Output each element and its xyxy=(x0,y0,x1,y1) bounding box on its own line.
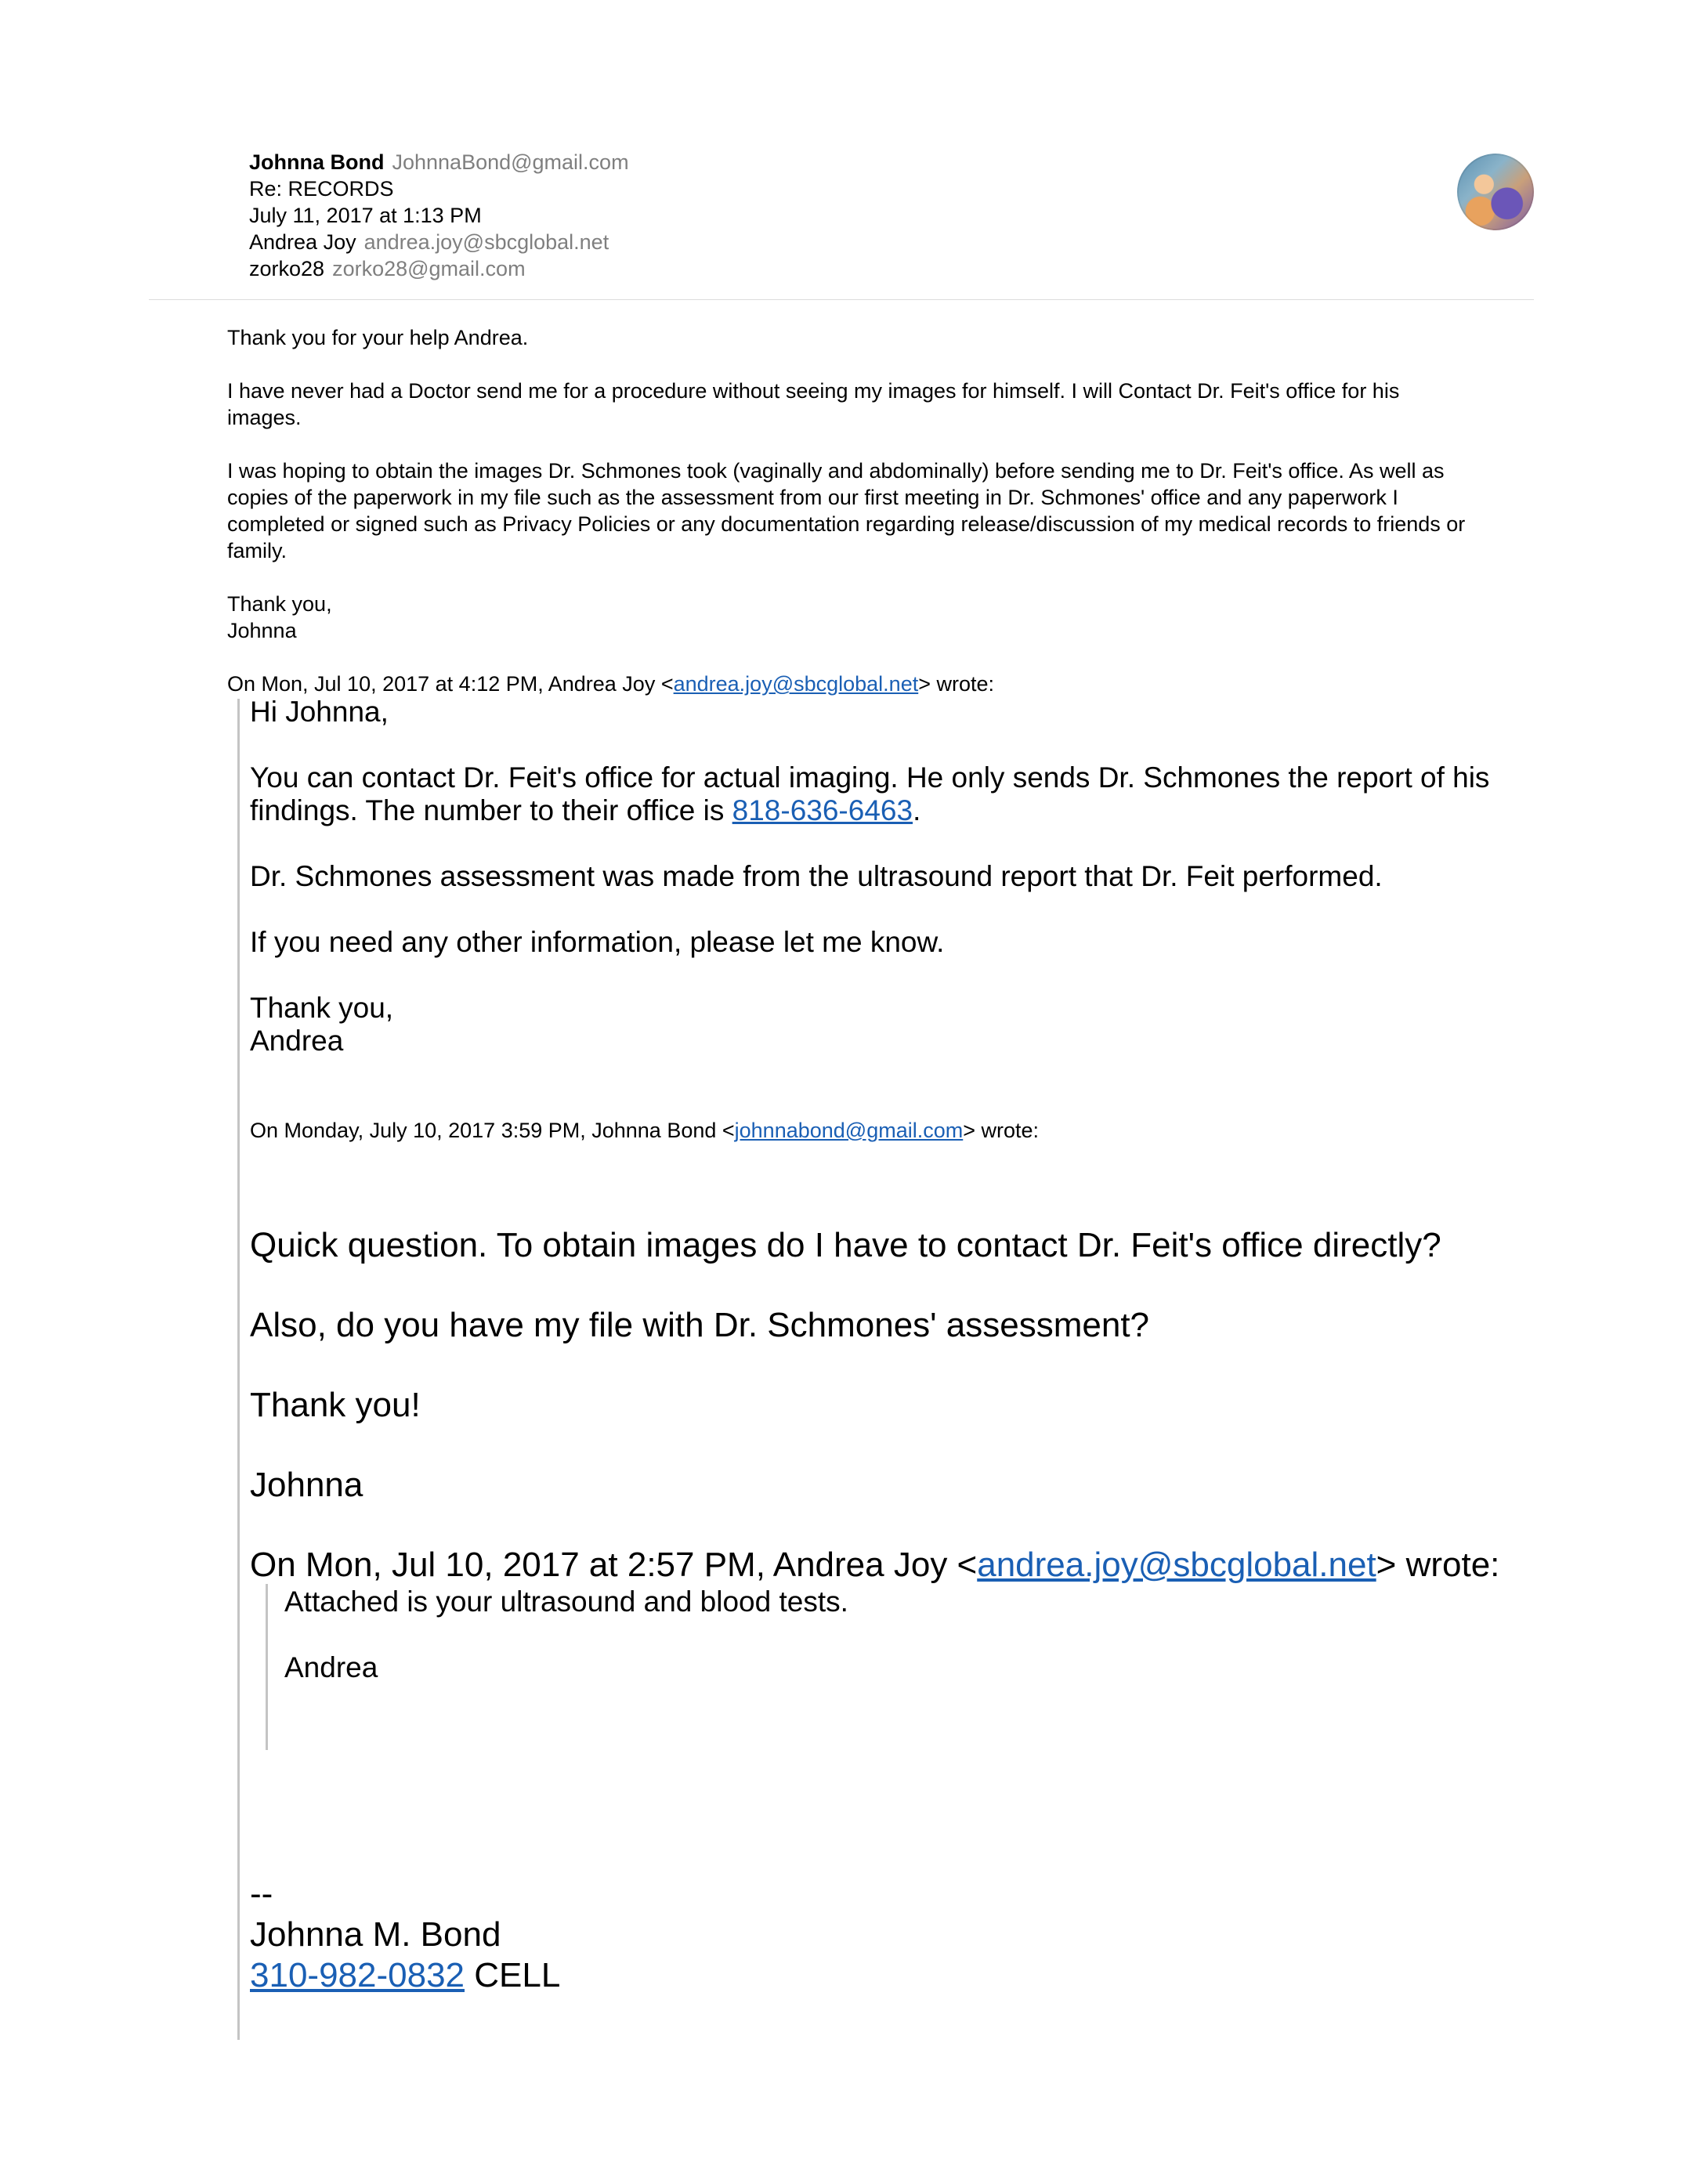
email-signature xyxy=(250,1874,1535,1996)
cc-name: zorko28 xyxy=(249,257,325,280)
email-link[interactable]: andrea.joy@sbcglobal.net xyxy=(977,1546,1376,1584)
to-email[interactable]: andrea.joy@sbcglobal.net xyxy=(363,230,609,254)
message-paragraph: family. xyxy=(227,539,288,562)
signoff-name: Andrea xyxy=(284,1651,378,1683)
attribution-text: On Mon, Jul 10, 2017 at 2:57 PM, Andrea Joy < xyxy=(250,1546,978,1584)
email-link[interactable]: johnnabond@gmail.com xyxy=(734,1119,964,1142)
phone-link[interactable]: 818-636-6463 xyxy=(732,794,913,826)
from-name: Johnna Bond xyxy=(249,150,385,174)
quote-bar-inner xyxy=(266,1584,268,1750)
signature-name: Johnna M. Bond xyxy=(250,1915,501,1954)
message-paragraph: images. xyxy=(227,406,302,429)
reply-paragraph: You can contact Dr. Feit's office for actual imaging. He only sends Dr. Schmones the report of his xyxy=(250,761,1490,794)
header-divider xyxy=(149,299,1534,300)
reply-paragraph: If you need any other information, please let me know. xyxy=(250,926,945,958)
signature-dashes: -- xyxy=(250,1875,273,1913)
attribution-text: > wrote: xyxy=(1376,1546,1500,1584)
email-header xyxy=(0,149,1689,306)
greeting: Hi Johnna, xyxy=(250,696,389,728)
from-email[interactable]: JohnnaBond@gmail.com xyxy=(392,150,629,174)
closing-line: Thank you, xyxy=(250,992,394,1024)
sender-avatar xyxy=(1457,154,1534,230)
reply-text: . xyxy=(913,794,921,826)
cc-email[interactable]: zorko28@gmail.com xyxy=(332,257,526,280)
message-paragraph: I was hoping to obtain the images Dr. Schmones took (vaginally and abdominally) before sending me to Dr. Feit's office. As well as xyxy=(227,459,1445,483)
reply-paragraph: Dr. Schmones assessment was made from the ultrasound report that Dr. Feit performed. xyxy=(250,860,1383,892)
quote-attribution xyxy=(227,671,1535,697)
quote-bar xyxy=(237,699,240,2040)
message-paragraph: I have never had a Doctor send me for a procedure without seeing my images for himself. I will Contact Dr. Feit's office for his xyxy=(227,379,1400,403)
quoted-reply-3 xyxy=(284,1586,1506,1684)
reply-paragraph: Also, do you have my file with Dr. Schmones' assessment? xyxy=(250,1306,1150,1344)
quote-attribution-2 xyxy=(250,1117,1558,1144)
signoff-name: Johnna xyxy=(227,619,297,642)
quoted-reply-1 xyxy=(250,696,1535,1058)
to-name: Andrea Joy xyxy=(249,230,356,254)
phone-link[interactable]: 310-982-0832 xyxy=(250,1956,465,1994)
attribution-text: On Monday, July 10, 2017 3:59 PM, Johnna Bond < xyxy=(250,1119,735,1142)
subject-value: Re: RECORDS xyxy=(249,177,394,201)
quoted-reply-2 xyxy=(250,1225,1535,1586)
phone-label: CELL xyxy=(465,1956,561,1994)
email-link[interactable]: andrea.joy@sbcglobal.net xyxy=(673,672,919,696)
closing-line: Thank you, xyxy=(227,592,332,616)
attribution-text: > wrote: xyxy=(963,1119,1040,1142)
message-paragraph: completed or signed such as Privacy Policies or any documentation regarding release/discussion of my medical records to friends or xyxy=(227,512,1466,536)
reply-paragraph: Quick question. To obtain images do I have to contact Dr. Feit's office directly? xyxy=(250,1226,1441,1264)
signoff-name: Andrea xyxy=(250,1025,344,1057)
message-body xyxy=(227,324,1535,697)
signoff-name: Johnna xyxy=(250,1466,363,1504)
reply-paragraph xyxy=(250,794,1535,827)
reply-paragraph: Thank you! xyxy=(250,1386,421,1424)
quote-attribution-3 xyxy=(250,1545,1535,1586)
attribution-text: > wrote: xyxy=(918,672,995,696)
reply-text: findings. The number to their office is xyxy=(250,794,732,826)
reply-paragraph: Attached is your ultrasound and blood tests. xyxy=(284,1586,848,1618)
attribution-text: On Mon, Jul 10, 2017 at 4:12 PM, Andrea Joy < xyxy=(227,672,674,696)
date-value: July 11, 2017 at 1:13 PM xyxy=(249,204,482,227)
message-paragraph: copies of the paperwork in my file such as the assessment from our first meeting in Dr. Schmones' office and any paperwork I xyxy=(227,486,1398,509)
signature-phone-line xyxy=(250,1955,1535,1996)
message-paragraph: Thank you for your help Andrea. xyxy=(227,326,529,349)
